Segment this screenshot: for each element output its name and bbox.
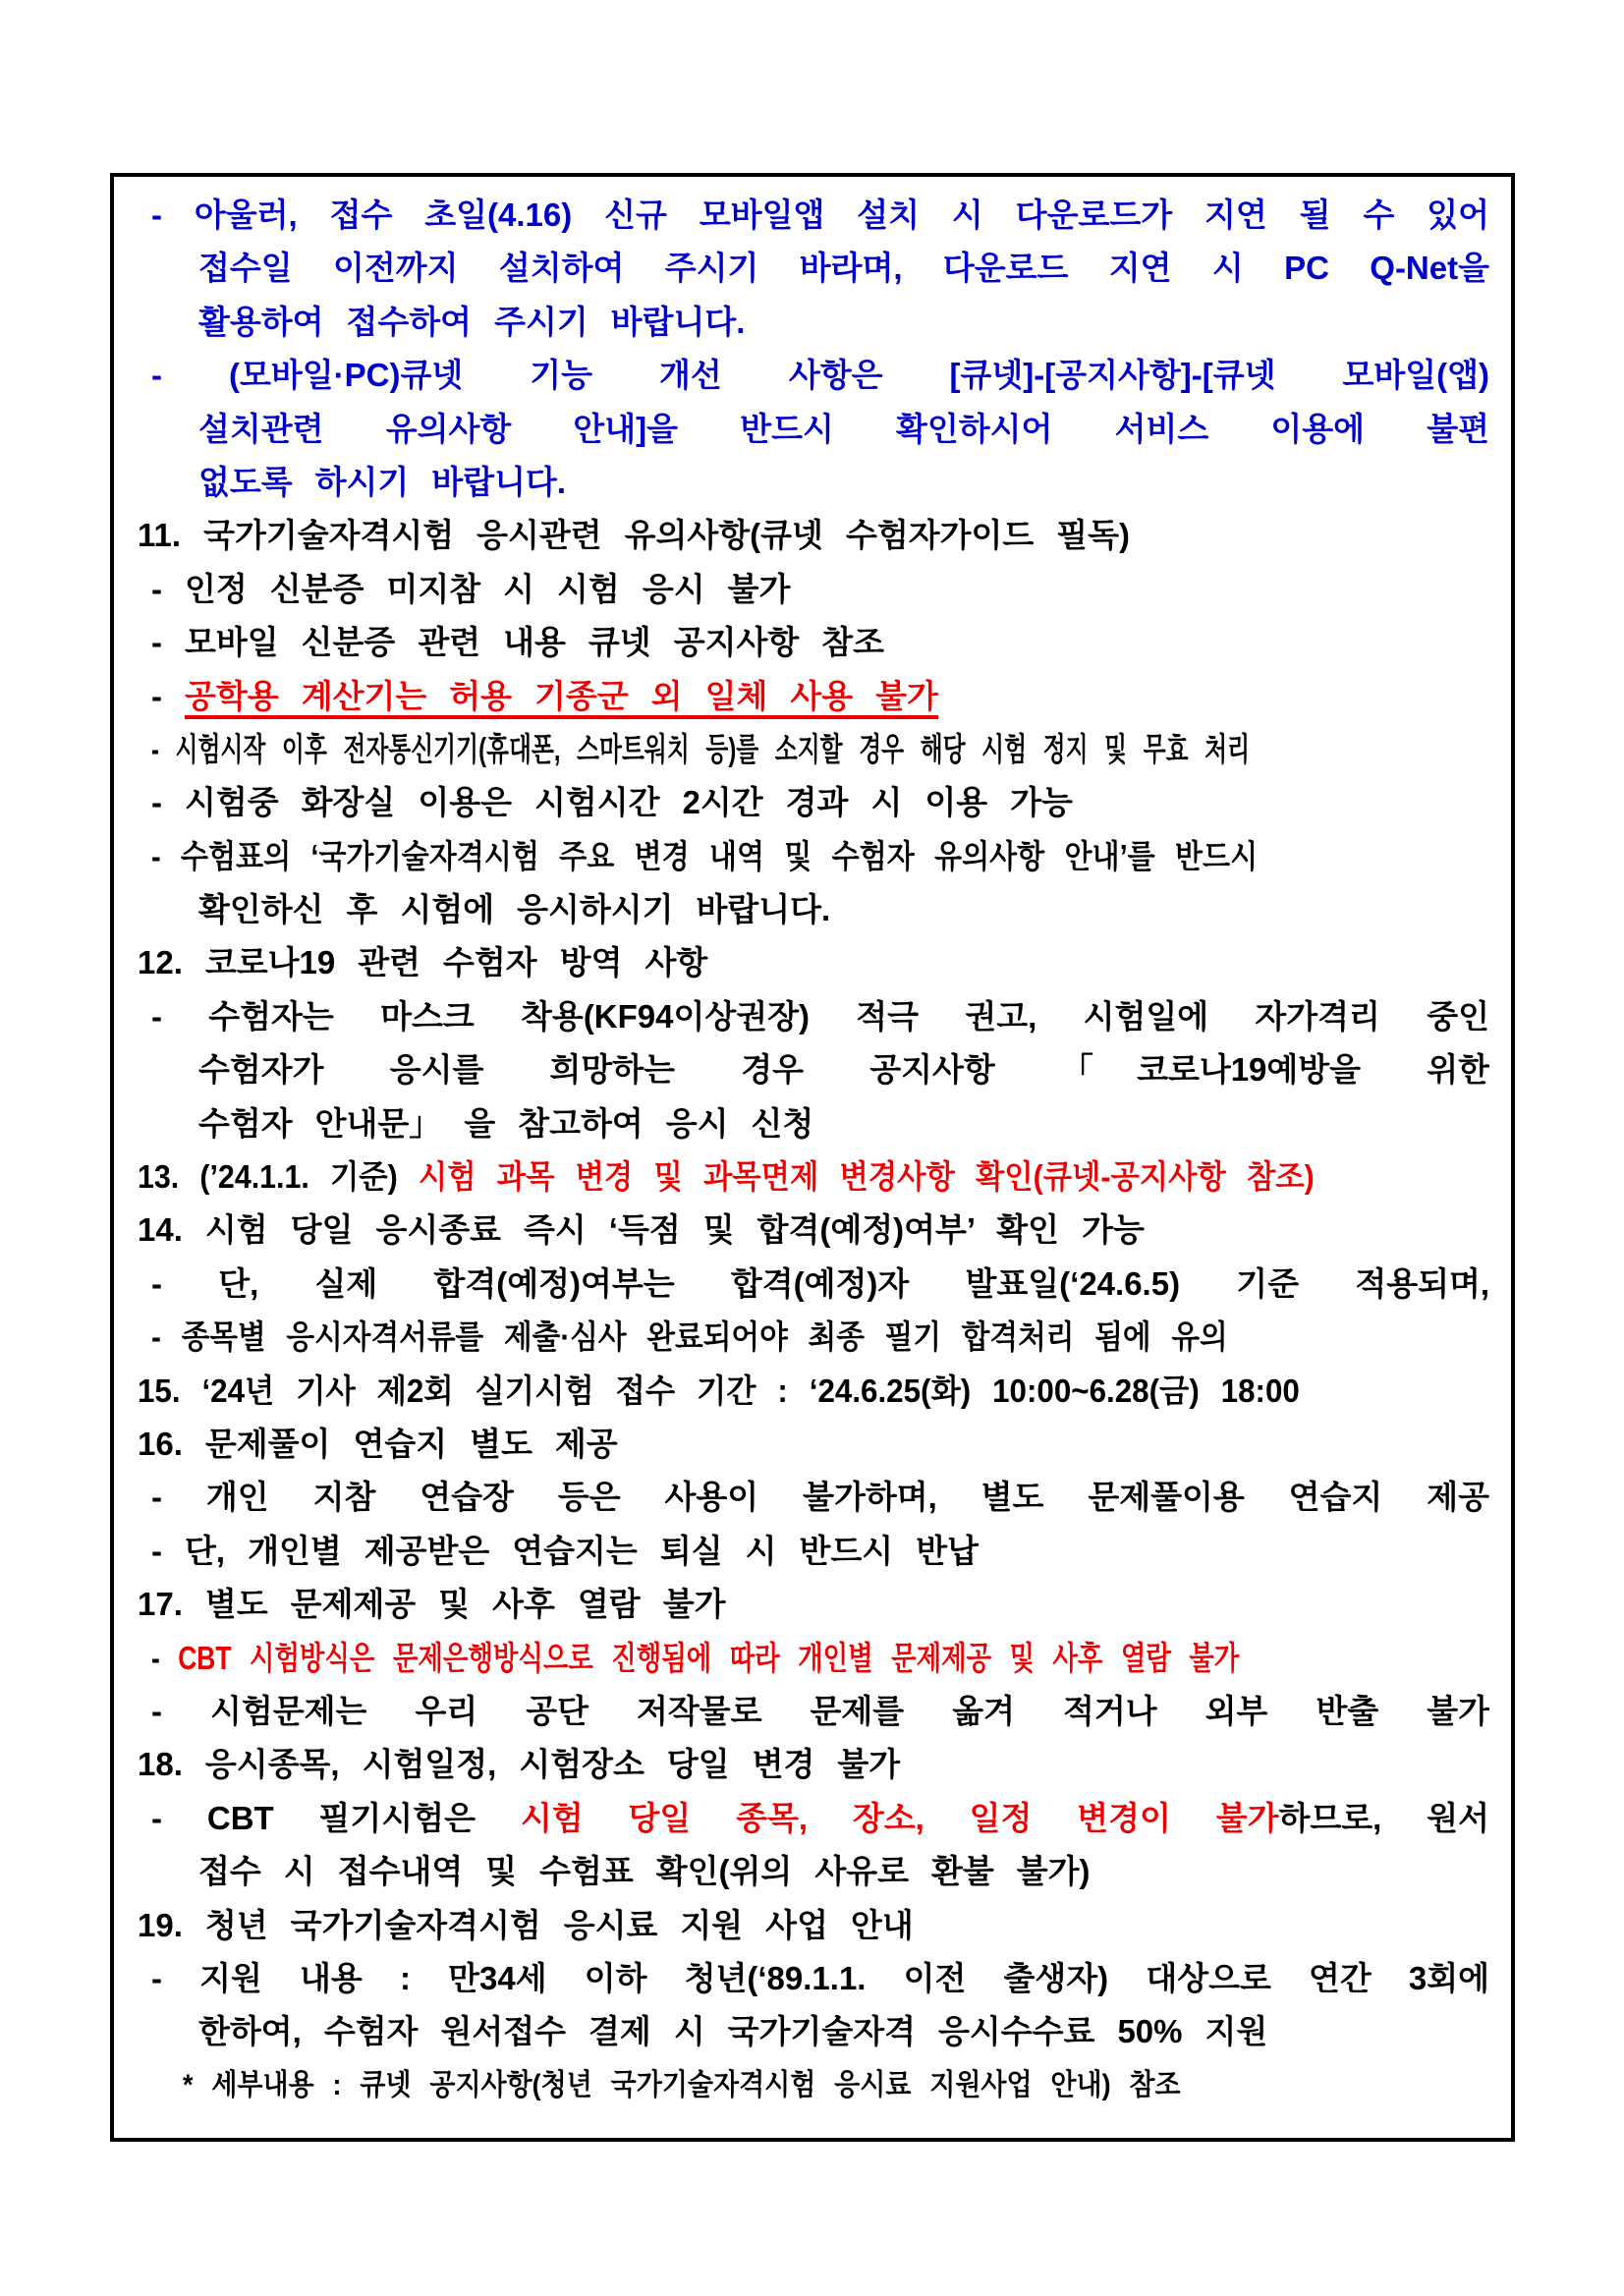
text-segment: * 세부내용 : 큐넷 공지사항(청년 국가기술자격시험 응시료 지원사업 안내) 참조	[183, 2068, 1181, 2101]
text-segment: 없도록 하시기 바랍니다.	[198, 463, 567, 500]
document-line	[136, 1632, 1489, 1685]
text-segment: - (모바일·PC)큐넷 기능 개선 사항은 [큐넷]-[공지사항]-[큐넷 모바일(앱)	[151, 357, 1489, 394]
text-segment: - 시험시작 이후 전자통신기기(휴대폰, 스마트워치 등)를 소지할 경우 해당 시험 정지 및 무효 처리	[151, 730, 1251, 767]
document-line	[136, 883, 1489, 936]
document-line	[136, 2005, 1489, 2058]
document-line	[136, 1150, 1489, 1204]
text-segment: -	[151, 677, 186, 714]
text-segment: 18. 응시종목, 시험일정, 시험장소 당일 변경 불가	[138, 1746, 901, 1783]
text-segment: 시험 당일 종목, 장소, 일정 변경이 불가	[520, 1799, 1279, 1836]
text-segment: 설치관련 유의사항 안내]을 반드시 확인하시어 서비스 이용에 불편	[198, 410, 1489, 447]
text-segment: -	[151, 1639, 179, 1676]
condensed-text-wrap	[138, 1365, 1300, 1418]
condensed-text-wrap	[151, 830, 1258, 883]
document-line	[136, 1418, 1489, 1471]
text-segment: 12. 코로나19 관련 수험자 방역 사항	[138, 944, 708, 981]
document-line	[136, 1792, 1489, 1845]
text-segment: 수험자가 응시를 희망하는 경우 공지사항 「코로나19예방을 위한	[198, 1051, 1489, 1089]
document-line	[136, 1043, 1489, 1096]
text-segment: - 수험표의 ‘국가기술자격시험 주요 변경 내역 및 수험자 유의사항 안내’를 반드시	[151, 837, 1259, 874]
condensed-text-wrap	[138, 1150, 1315, 1204]
text-segment: - 모바일 신분증 관련 내용 큐넷 공지사항 참조	[151, 624, 884, 661]
text-segment: 시험 과목 변경 및 과목면제 변경사항 확인(큐넷-공지사항 참조)	[418, 1158, 1315, 1196]
document-line	[136, 189, 1489, 242]
text-segment: 활용하여 접수하여 주시기 바랍니다.	[198, 303, 746, 340]
text-segment: 14. 시험 당일 응시종료 즉시 ‘득점 및 합격(예정)여부’ 확인 가능	[138, 1211, 1145, 1249]
document-line	[136, 456, 1489, 509]
text-segment: - 지원 내용 : 만34세 이하 청년(‘89.1.1. 이전 출생자) 대상으로 연간 3회에	[151, 1959, 1489, 1996]
document-line	[136, 1311, 1489, 1364]
document-line	[136, 776, 1489, 829]
document-line	[136, 1525, 1489, 1578]
text-segment: 15. ‘24년 기사 제2회 실기시험 접수 기간 : ‘24.6.25(화) 10:00~6.28(금) 18:00	[138, 1372, 1300, 1409]
document-line	[136, 403, 1489, 456]
text-segment: 공학용 계산기는 허용 기종군 외 일체 사용 불가	[185, 678, 938, 719]
text-segment: 11. 국가기술자격시험 응시관련 유의사항(큐넷 수험자가이드 필독)	[138, 517, 1131, 554]
text-segment: CBT 시험방식은 문제은행방식으로 진행됨에 따라 개인별 문제제공 및 사후 열람 불가	[178, 1639, 1240, 1676]
text-segment: - 단, 개인별 제공받은 연습지는 퇴실 시 반드시 반납	[151, 1532, 979, 1569]
document-line	[136, 1899, 1489, 1952]
document-line	[136, 1578, 1489, 1631]
document-line	[136, 1097, 1489, 1150]
document-line	[136, 296, 1489, 349]
text-segment: 하므로, 원서	[1278, 1799, 1489, 1836]
document-line	[136, 2059, 1489, 2112]
text-segment: - 개인 지참 연습장 등은 사용이 불가하며, 별도 문제풀이용 연습지 제공	[151, 1479, 1489, 1516]
text-segment: - 단, 실제 합격(예정)여부는 합격(예정)자 발표일(‘24.6.5) 기준 적용되며,	[151, 1264, 1489, 1302]
text-segment: - 종목별 응시자격서류를 제출·심사 완료되어야 최종 필기 합격처리 됨에 유의	[151, 1318, 1228, 1356]
text-segment: - 인정 신분증 미지참 시 시험 응시 불가	[151, 570, 791, 607]
text-segment: 19. 청년 국가기술자격시험 응시료 지원 사업 안내	[138, 1906, 914, 1943]
text-segment: 접수일 이전까지 설치하여 주시기 바라며, 다운로드 지연 시 PC Q-Net을	[198, 250, 1489, 287]
text-segment: - 시험문제는 우리 공단 저작물로 문제를 옮겨 적거나 외부 반출 불가	[151, 1692, 1489, 1729]
text-segment: 접수 시 접수내역 및 수험표 확인(위의 사유로 환불 불가)	[198, 1853, 1091, 1890]
text-segment: 확인하신 후 시험에 응시하시기 바랍니다.	[198, 891, 831, 928]
document-line	[136, 1685, 1489, 1738]
text-segment: 17. 별도 문제제공 및 사후 열람 불가	[138, 1586, 726, 1623]
document-line	[136, 242, 1489, 295]
document-line	[136, 616, 1489, 669]
condensed-text-wrap	[183, 2059, 1181, 2112]
text-segment: - 아울러, 접수 초일(4.16) 신규 모바일앱 설치 시 다운로드가 지연 될 수 있어	[151, 196, 1489, 233]
document-line	[136, 1365, 1489, 1418]
condensed-text-wrap	[151, 723, 1250, 776]
document-line	[136, 1471, 1489, 1524]
notice-box	[110, 173, 1515, 2142]
text-segment: - CBT 필기시험은	[151, 1799, 521, 1836]
text-segment: 수험자 안내문」 을 참고하여 응시 신청	[198, 1104, 814, 1142]
document-line	[136, 563, 1489, 616]
document-line	[136, 349, 1489, 402]
document-line	[136, 1258, 1489, 1311]
text-segment: - 시험중 화장실 이용은 시험시간 2시간 경과 시 이용 가능	[151, 784, 1073, 821]
document-line	[136, 1738, 1489, 1791]
document-line	[136, 509, 1489, 562]
condensed-text-wrap	[151, 1311, 1228, 1364]
document-line	[136, 723, 1489, 776]
document-line	[136, 670, 1489, 723]
document-line	[136, 1204, 1489, 1257]
text-segment: 13. (’24.1.1. 기준)	[138, 1158, 419, 1196]
document-line	[136, 936, 1489, 989]
document-line	[136, 830, 1489, 883]
condensed-text-wrap	[151, 1632, 1239, 1685]
text-segment: - 수험자는 마스크 착용(KF94이상권장) 적극 권고, 시험일에 자가격리 중인	[151, 997, 1489, 1035]
text-segment: 16. 문제풀이 연습지 별도 제공	[138, 1425, 618, 1462]
text-segment: 한하여, 수험자 원서접수 결제 시 국가기술자격 응시수수료 50% 지원	[198, 2013, 1268, 2050]
document-line	[136, 990, 1489, 1043]
document-line	[136, 1845, 1489, 1898]
document-line	[136, 1952, 1489, 2005]
